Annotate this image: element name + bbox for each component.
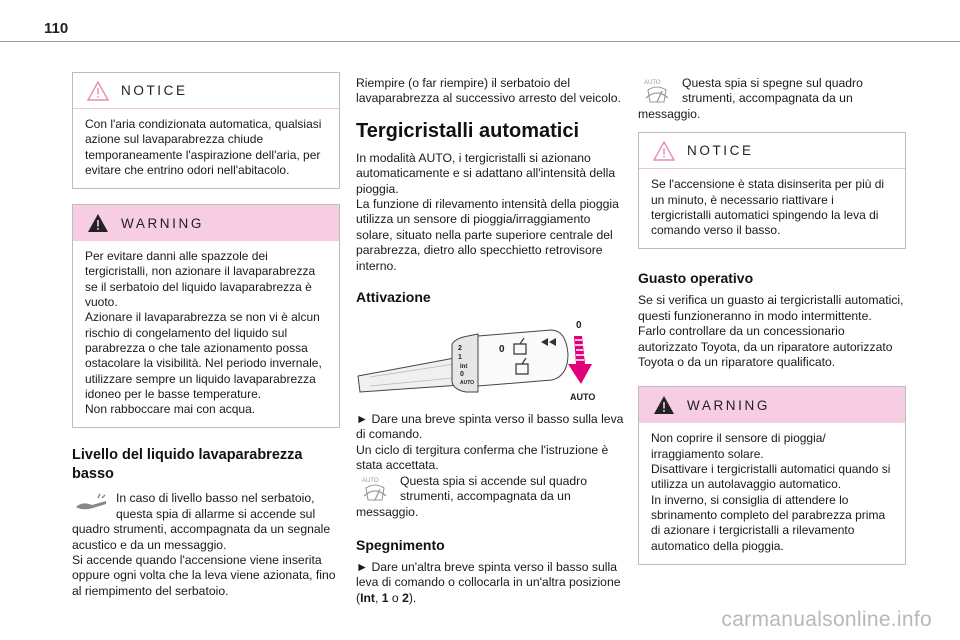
warning-line: Disattivare i tergicristalli automatici quando si utilizza un autolavaggio automatico. [651, 462, 891, 492]
fault-text: Se si verifica un guasto ai tergicristalli automatici, questi funzioneranno in modo intermittente. [638, 293, 904, 323]
heading-activation: Attivazione [356, 289, 431, 306]
heading-switch-off: Spegnimento [356, 536, 445, 553]
notice-triangle-icon [87, 81, 109, 101]
heading-auto-wipers: Tergicristalli automatici [356, 119, 580, 142]
washer-fluid-warning-icon [72, 491, 110, 521]
heading-washer-level: Livello del liquido lavaparabrezza basso [72, 447, 303, 482]
svg-text:AUTO: AUTO [644, 80, 661, 86]
activation-lamp-text: Questa spia si accende sul quadro strumenti, accompagnata da un messaggio. [356, 473, 587, 519]
activation-step: ► Dare una breve spinta verso il basso sulla leva di comando. [356, 412, 624, 442]
auto-wiper-lamp-icon [638, 76, 676, 106]
warning-triangle-icon [87, 213, 109, 233]
svg-text:0: 0 [499, 344, 505, 356]
warning-line: Azionare il lavaparabrezza se non vi è alcun rischio di congelamento del liquido sul parabrezza o che tale azionamento possa ostacolare la visibilità. Nel periodo invernale, utilizzare sempre un liquido lavaparabrezza idoneo per le basse temperature. [85, 310, 322, 401]
column-left [72, 72, 340, 599]
warning-line: Non rabboccare mai con acqua. [85, 402, 256, 417]
stalk-pos-auto: AUTO [460, 380, 475, 387]
stalk-pos-2: 2 [458, 345, 462, 353]
warning-title: WARNING [687, 397, 770, 413]
watermark: carmanualsonline.info [721, 608, 932, 631]
washer-level-text-2: Si accende quando l'accensione viene inserita oppure ogni volta che la leva viene azionata, fino al riempimento del serbatoio. [72, 553, 336, 598]
fault-text-2: Farlo controllare da un concessionario autorizzato Toyota, da un riparatore autorizzato Toyota o da un riparatore qualificato. [638, 324, 893, 370]
auto-wiper-lamp-icon [356, 474, 394, 504]
header-rule [0, 41, 960, 42]
warning-box-washer [72, 204, 340, 428]
arrow-label-top: 0 [576, 320, 582, 332]
activation-confirm: Un ciclo di tergitura conferma che l'istruzione è stata accettata. [356, 442, 609, 473]
warning-line: In inverno, si consiglia di attendere lo sbrinamento completo del parabrezza prima di azionare i tergicristalli a rilevamento automatico della pioggia. [651, 492, 886, 553]
switch-off-step: ► Dare un'altra breve spinta verso il basso sulla leva di comando o collocarla in un'altra posizione (Int, 1 o 2). [356, 559, 621, 605]
wiper-stalk-diagram [356, 314, 606, 406]
svg-text:AUTO: AUTO [362, 477, 379, 484]
lamp-off-text: Questa spia si spegne sul quadro strumenti, accompagnata da un messaggio. [638, 76, 863, 121]
column-right [638, 76, 906, 565]
notice-triangle-icon [653, 141, 675, 161]
stalk-pos-int: Int [460, 364, 468, 371]
notice-title: NOTICE [121, 83, 188, 98]
column-middle [356, 76, 624, 606]
notice-text: Con l'aria condizionata automatica, qualsiasi azione sul lavaparabrezza chiude temporaneamente l'aspirazione dell'aria, per evitare che entrino odori nell'abitacolo. [85, 117, 322, 177]
rain-sensor-text: La funzione di rilevamento intensità della pioggia utilizza un sensore di pioggia/irraggiamento solare, situato nella parte superiore centrale del parabrezza, dietro allo specchietto retrovisore interno. [356, 197, 619, 273]
notice-box-ac [72, 72, 340, 189]
stalk-pos-0: 0 [460, 371, 464, 379]
notice-text: Se l'accensione è stata disinserita per più di un minuto, è necessario riattivare i tergicristalli automatici spingendo la leva di comando verso il basso. [651, 177, 885, 238]
page-number: 110 [44, 20, 69, 37]
washer-level-text: In caso di livello basso nel serbatoio, questa spia di allarme si accende sul quadro strumenti, accompagnata da un segnale acustico e da un messaggio. [72, 491, 331, 552]
arrow-label-bottom: AUTO [570, 392, 596, 403]
warning-title: WARNING [121, 215, 204, 231]
notice-title: NOTICE [687, 143, 754, 159]
heading-fault: Guasto operativo [638, 270, 754, 287]
warning-triangle-icon [653, 395, 675, 415]
auto-wipers-text: In modalità AUTO, i tergicristalli si azionano automaticamente e si adattano all'intensità della pioggia. [356, 150, 616, 196]
warning-line: Per evitare danni alle spazzole dei tergicristalli, non azionare il lavaparabrezza se il serbatoio del liquido lavaparabrezza è vuoto. [85, 249, 316, 310]
warning-line: Non coprire il sensore di pioggia/ irraggiamento solare. [651, 431, 826, 461]
refill-text: Riempire (o far riempire) il serbatoio del lavaparabrezza al successivo arresto del veicolo. [356, 76, 621, 106]
warning-box-sensor [638, 386, 906, 564]
stalk-pos-1: 1 [458, 354, 462, 362]
notice-box-reactivate [638, 132, 906, 249]
